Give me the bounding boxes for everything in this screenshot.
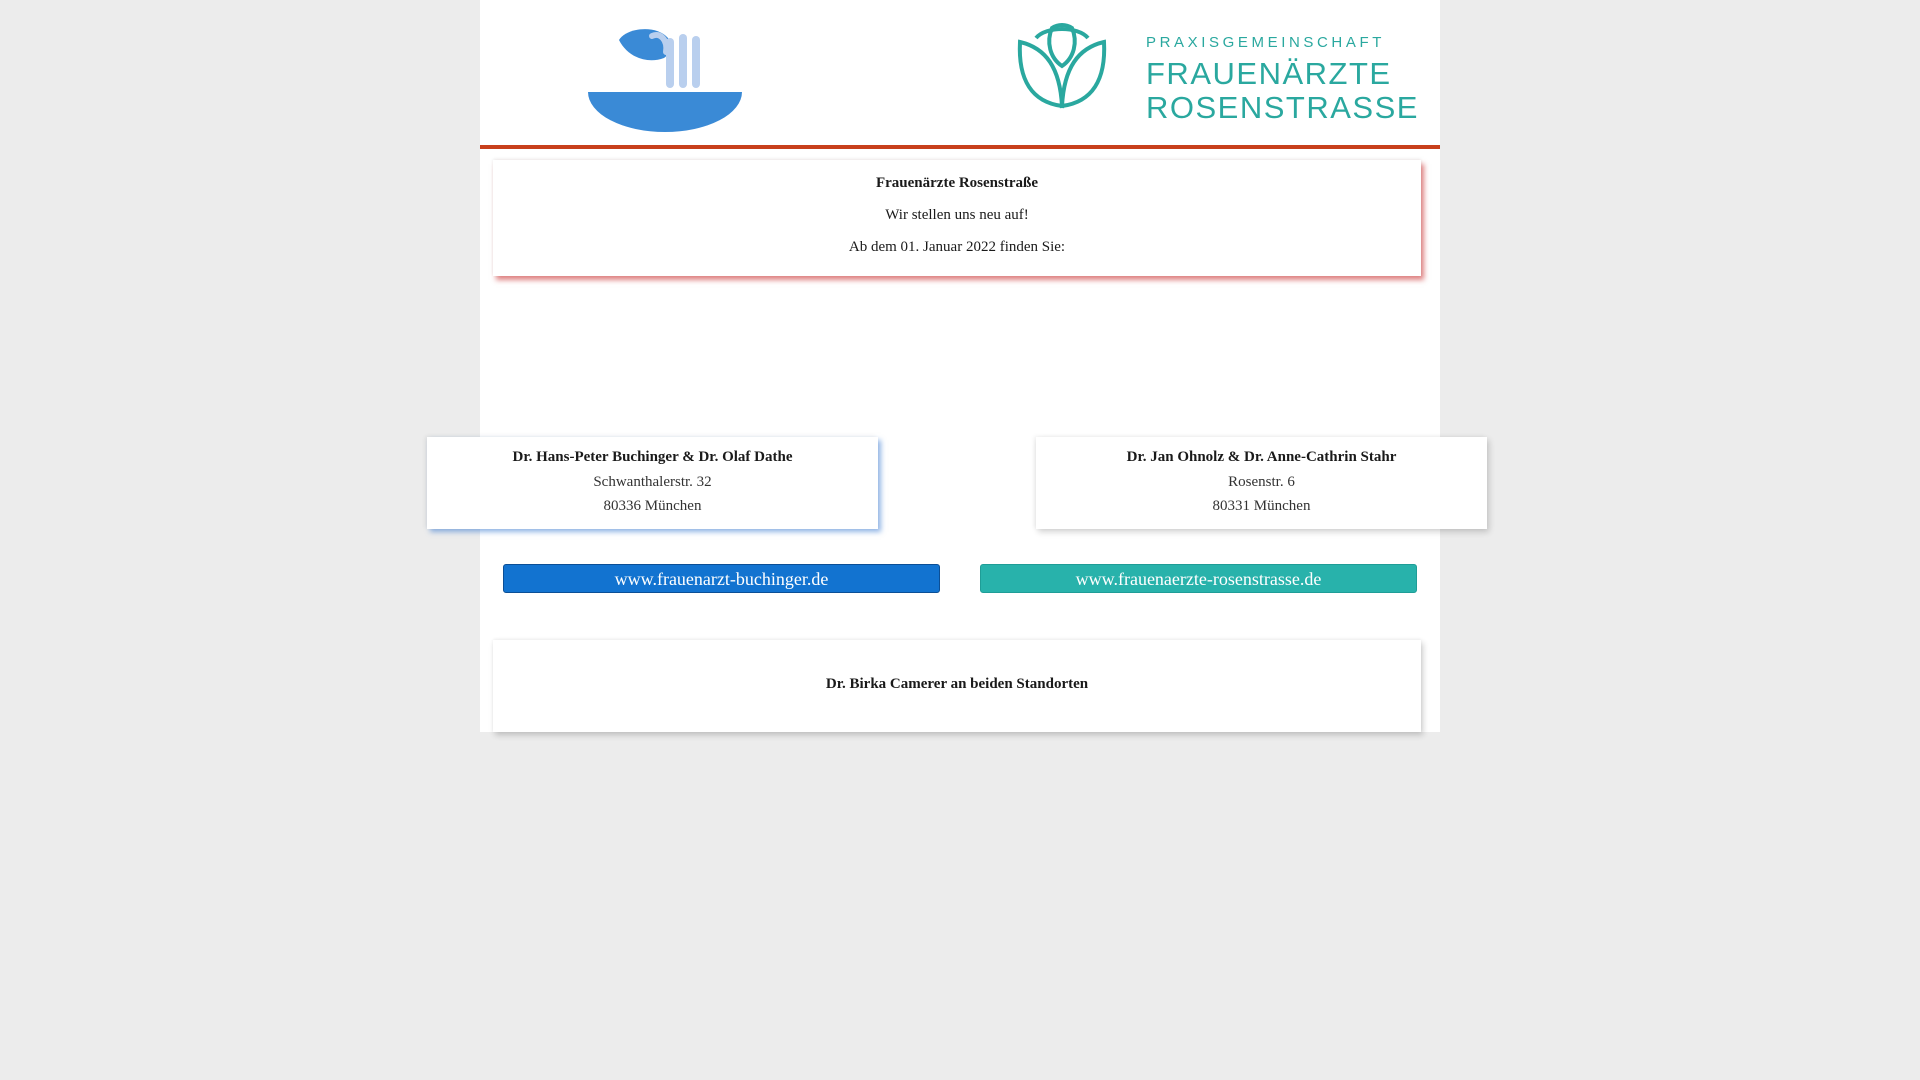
page-container <box>480 0 1440 732</box>
brand-line-1: FRAUENÄRZTE <box>1146 56 1392 91</box>
shared-doctor-card <box>493 640 1421 732</box>
announcement-line: Wir stellen uns neu auf! <box>885 207 1029 223</box>
practice-doctors: Dr. Jan Ohnolz & Dr. Anne-Cathrin Stahr <box>1126 449 1397 465</box>
practice-doctors: Dr. Hans-Peter Buchinger & Dr. Olaf Dathe <box>512 449 793 465</box>
announcement-title: Frauenärzte Rosenstraße <box>875 175 1039 191</box>
practice-card-buchinger <box>427 437 878 529</box>
header <box>480 0 1440 146</box>
tulip-leaf-logo-icon <box>1012 22 1112 112</box>
practice-card-rosenstrasse <box>1036 437 1487 529</box>
brand-line-2: ROSENSTRASSE <box>1146 90 1419 125</box>
practice-city: 80336 München <box>603 498 702 514</box>
practice-street: Rosenstr. 6 <box>1228 474 1295 490</box>
practice-street: Schwanthalerstr. 32 <box>593 474 712 490</box>
practice-city: 80331 München <box>1212 498 1311 514</box>
header-divider <box>480 145 1440 149</box>
rosenstrasse-website-button[interactable]: www.frauenaerzte-rosenstrasse.de <box>980 564 1417 593</box>
announcement-date-line: Ab dem 01. Januar 2022 finden Sie: <box>848 239 1066 255</box>
brand-subtitle: PRAXISGEMEINSCHAFT <box>1146 34 1385 51</box>
announcement-card <box>493 160 1421 276</box>
praxis-logo <box>1012 22 1419 125</box>
bowl-with-hands-logo-icon <box>588 16 748 132</box>
shared-doctor-text: Dr. Birka Camerer an beiden Standorten <box>825 676 1089 692</box>
buchinger-website-button[interactable]: www.frauenarzt-buchinger.de <box>503 564 940 593</box>
